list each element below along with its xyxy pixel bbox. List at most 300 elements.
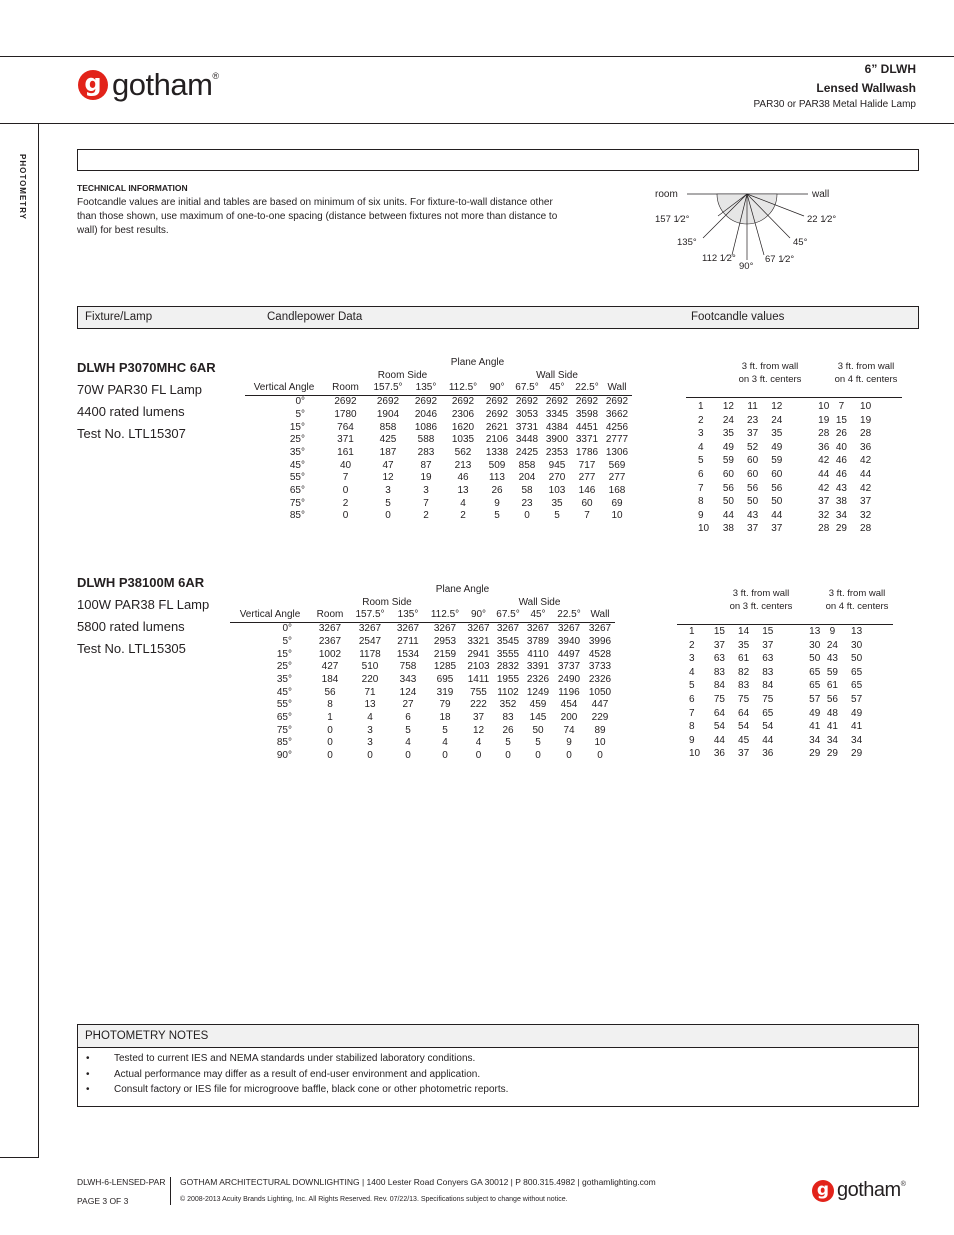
candlepower-cell: 184 bbox=[321, 673, 339, 685]
footcandle-cell: 42 bbox=[818, 455, 830, 467]
side-rule-bottom bbox=[0, 1157, 39, 1158]
footcandle-cell: 48 bbox=[826, 707, 838, 719]
candlepower-cell: 3391 bbox=[526, 661, 550, 673]
footcandle-cell: 75 bbox=[762, 693, 774, 705]
footcandle-cell: 37 bbox=[747, 523, 759, 535]
candlepower-cell: 0 bbox=[405, 750, 411, 762]
candlepower-cell: 2490 bbox=[557, 673, 581, 685]
candlepower-row bbox=[245, 498, 632, 511]
candlepower-row bbox=[245, 447, 632, 460]
room-side-label: Room Side bbox=[362, 596, 412, 608]
candlepower-cell: 2425 bbox=[515, 446, 539, 458]
candlepower-cell: 2326 bbox=[526, 673, 550, 685]
column-header: Wall bbox=[585, 609, 615, 622]
note-item: • Actual performance may differ as a result of end-user environment and application. bbox=[86, 1067, 508, 1083]
candlepower-cell: 1050 bbox=[588, 686, 612, 698]
candlepower-cell: 27 bbox=[402, 699, 414, 711]
footcandle-distance: 2 bbox=[689, 639, 695, 651]
candlepower-cell: 2941 bbox=[467, 648, 490, 660]
footcandle-cell: 59 bbox=[771, 455, 783, 467]
candlepower-cell: 3598 bbox=[575, 408, 599, 420]
candlepower-cell: 695 bbox=[436, 673, 454, 685]
candlepower-cell: 510 bbox=[361, 661, 379, 673]
candlepower-cell: 277 bbox=[608, 472, 626, 484]
diagram-angle-90: 90° bbox=[739, 261, 754, 272]
footcandle-cell: 41 bbox=[809, 721, 821, 733]
footcandle-cell: 56 bbox=[826, 693, 838, 705]
footcandle-cell: 65 bbox=[851, 666, 863, 678]
footcandle-cell: 82 bbox=[738, 666, 750, 678]
vertical-angle-cell: 15° bbox=[289, 421, 305, 433]
diagram-angle-45: 45° bbox=[793, 237, 808, 248]
vertical-angle-cell: 35° bbox=[276, 673, 292, 685]
candlepower-cell: 3 bbox=[423, 485, 429, 497]
candlepower-cell: 0 bbox=[342, 510, 349, 522]
candlepower-cell: 69 bbox=[611, 497, 623, 509]
candlepower-cell: 2159 bbox=[433, 648, 457, 660]
footcandle-row bbox=[686, 454, 902, 468]
footcandle-cell: 38 bbox=[835, 496, 847, 508]
candlepower-cell: 1780 bbox=[334, 408, 357, 420]
candlepower-cell: 3267 bbox=[467, 623, 490, 635]
footcandle-cell: 44 bbox=[818, 468, 830, 480]
vertical-angle-cell: 5° bbox=[282, 635, 292, 647]
candlepower-cell: 229 bbox=[591, 712, 609, 724]
footcandle-cell: 29 bbox=[809, 748, 821, 760]
candlepower-cell: 1102 bbox=[497, 686, 519, 698]
candlepower-cell: 4110 bbox=[527, 648, 549, 660]
footcandle-cell: 38 bbox=[722, 523, 734, 535]
footcandle-cell: 50 bbox=[722, 496, 734, 508]
footcandle-cell: 37 bbox=[762, 639, 774, 651]
vertical-angle-cell: 25° bbox=[289, 434, 305, 446]
candlepower-cell: 3267 bbox=[526, 623, 550, 635]
fc-head-line: 3 ft. from wall bbox=[837, 361, 895, 372]
candlepower-cell: 1178 bbox=[359, 648, 381, 660]
footcandle-row bbox=[686, 400, 902, 414]
candlepower-cell: 4497 bbox=[557, 648, 581, 660]
tech-text: Footcandle values are initial and tables are based on minimum of six units. For fixture-to-wall distance other than those shown, use maximum of one-to-one spacing (distance between fixtures not more than distance to wall) for best results. bbox=[77, 197, 558, 236]
footcandle-cell: 12 bbox=[722, 401, 734, 412]
candlepower-cell: 2046 bbox=[414, 408, 438, 420]
candlepower-cell: 213 bbox=[454, 459, 472, 471]
footcandle-cell: 37 bbox=[860, 496, 872, 508]
candlepower-cell: 0 bbox=[367, 750, 373, 762]
candlepower-cell: 758 bbox=[399, 661, 417, 673]
candlepower-cell: 4384 bbox=[545, 421, 569, 433]
vertical-angle-cell: 55° bbox=[289, 472, 305, 484]
fixture-2-lamp: 100W PAR38 FL Lamp bbox=[77, 597, 210, 612]
candlepower-cell: 87 bbox=[420, 459, 432, 471]
footcandle-row bbox=[686, 441, 902, 455]
candlepower-cell: 569 bbox=[608, 459, 626, 471]
candlepower-row bbox=[230, 636, 615, 649]
candlepower-cell: 0 bbox=[327, 724, 333, 736]
candlepower-cell: 2621 bbox=[485, 421, 509, 433]
vertical-angle-cell: 25° bbox=[276, 661, 292, 673]
footcandle-distance: 2 bbox=[698, 414, 704, 426]
footcandle-cell: 19 bbox=[860, 414, 872, 426]
footcandle-cell: 65 bbox=[762, 707, 774, 719]
candlepower-row bbox=[230, 661, 615, 674]
footcandle-cell: 35 bbox=[738, 639, 750, 651]
candlepower-cell: 1249 bbox=[526, 686, 550, 698]
candlepower-cell: 187 bbox=[379, 446, 397, 458]
footcandle-row bbox=[677, 734, 893, 748]
candlepower-cell: 0 bbox=[327, 750, 333, 762]
candlepower-row bbox=[230, 699, 615, 712]
candlepower-cell: 1035 bbox=[451, 434, 475, 446]
column-header: Room bbox=[323, 382, 368, 395]
fc-rule-1 bbox=[686, 397, 902, 398]
column-header: 67.5° bbox=[493, 609, 523, 622]
candlepower-cell: 1904 bbox=[376, 408, 400, 420]
fc-head-2a bbox=[716, 587, 806, 613]
footcandle-cell: 65 bbox=[809, 680, 821, 692]
vertical-angle-cell: 85° bbox=[276, 737, 292, 749]
vertical-angle-cell: 65° bbox=[276, 712, 292, 724]
candlepower-cell: 0 bbox=[535, 750, 541, 762]
candlepower-cell: 5 bbox=[385, 497, 391, 509]
column-header-bar bbox=[77, 306, 919, 329]
candlepower-cell: 10 bbox=[611, 510, 623, 522]
candlepower-cell: 12 bbox=[472, 724, 485, 736]
footcandle-cell: 59 bbox=[826, 666, 838, 678]
candlepower-cell: 56 bbox=[324, 686, 336, 698]
footcandle-cell: 34 bbox=[851, 734, 863, 746]
candlepower-cell: 5 bbox=[535, 737, 541, 749]
candlepower-cell: 343 bbox=[399, 673, 417, 685]
candlepower-cell: 6 bbox=[405, 712, 411, 724]
footcandle-distance: 7 bbox=[689, 707, 695, 719]
footcandle-row bbox=[686, 427, 902, 441]
candlepower-cell: 4 bbox=[442, 737, 448, 749]
doc-id: DLWH-6-LENSED-PAR bbox=[77, 1177, 166, 1187]
candlepower-cell: 2832 bbox=[496, 661, 520, 673]
gotham-logo: g gotham® bbox=[78, 67, 219, 103]
fc-head-line: 3 ft. from wall bbox=[741, 361, 799, 372]
photometry-notes bbox=[77, 1024, 919, 1107]
fixture-2-test: Test No. LTL15305 bbox=[77, 641, 186, 656]
footcandle-cell: 19 bbox=[818, 414, 830, 426]
vertical-angle-cell: 75° bbox=[276, 724, 292, 736]
room-side-label: Room Side bbox=[377, 369, 428, 381]
footcandle-cell: 36 bbox=[762, 748, 774, 760]
candlepower-cell: 3789 bbox=[526, 635, 550, 647]
candlepower-cell: 319 bbox=[436, 686, 454, 698]
candlepower-cell: 23 bbox=[521, 497, 533, 509]
column-header: Room bbox=[310, 609, 350, 622]
candlepower-cell: 7 bbox=[423, 497, 429, 509]
candlepower-cell: 47 bbox=[382, 459, 394, 471]
candlepower-cell: 3 bbox=[367, 724, 373, 736]
candlepower-cell: 103 bbox=[548, 485, 566, 497]
candlepower-cell: 9 bbox=[566, 737, 572, 749]
candlepower-cell: 12 bbox=[382, 472, 394, 484]
candlepower-cell: 858 bbox=[518, 459, 536, 471]
candlepower-cell: 146 bbox=[578, 485, 596, 497]
tech-heading: TECHNICAL INFORMATION bbox=[77, 183, 188, 193]
footcandle-cell: 28 bbox=[860, 428, 872, 440]
footcandle-cell: 24 bbox=[722, 414, 734, 426]
candlepower-row bbox=[230, 725, 615, 738]
vertical-angle-cell: 75° bbox=[289, 497, 305, 509]
candlepower-cell: 5 bbox=[554, 510, 560, 522]
fc-head-line: on 3 ft. centers bbox=[738, 374, 802, 385]
footcandle-cell: 61 bbox=[738, 653, 750, 665]
candlepower-cell: 4256 bbox=[605, 421, 629, 433]
vertical-angle-cell: 5° bbox=[295, 408, 305, 420]
footcandle-cell: 84 bbox=[713, 680, 725, 692]
candlepower-cell: 2692 bbox=[605, 396, 629, 408]
product-name: Lensed Wallwash bbox=[816, 81, 916, 95]
gotham-g-icon: g bbox=[812, 1180, 834, 1202]
footcandle-row bbox=[686, 495, 902, 509]
footcandle-cell: 54 bbox=[713, 721, 725, 733]
footcandle-cell: 15 bbox=[835, 414, 847, 426]
candlepower-cell: 0 bbox=[442, 750, 448, 762]
fixture-2-info bbox=[77, 575, 209, 660]
candlepower-cell: 562 bbox=[454, 446, 472, 458]
candlepower-cell: 2106 bbox=[485, 434, 509, 446]
col-candlepower: Candlepower Data bbox=[267, 311, 363, 323]
footcandle-row bbox=[677, 666, 893, 680]
footcandle-cell: 28 bbox=[818, 428, 830, 440]
footcandle-cell: 63 bbox=[713, 653, 725, 665]
footcandle-cell: 84 bbox=[762, 680, 774, 692]
footcandle-cell: 64 bbox=[713, 707, 725, 719]
footcandle-cell: 40 bbox=[835, 441, 847, 453]
footcandle-distance: 5 bbox=[689, 680, 695, 692]
candlepower-cell: 5 bbox=[405, 724, 411, 736]
footcandle-row bbox=[686, 414, 902, 428]
footcandle-cell: 60 bbox=[722, 468, 734, 480]
candlepower-cell: 1620 bbox=[451, 421, 475, 433]
footcandle-distance: 7 bbox=[698, 482, 704, 494]
candlepower-cell: 945 bbox=[548, 459, 566, 471]
footcandle-cell: 9 bbox=[829, 626, 836, 637]
diagram-room-label: room bbox=[655, 189, 678, 200]
column-header: 22.5° bbox=[572, 382, 602, 395]
footcandle-cell: 29 bbox=[826, 748, 838, 760]
footcandle-cell: 65 bbox=[851, 680, 863, 692]
footcandle-cell: 75 bbox=[713, 693, 725, 705]
footcandle-cell: 49 bbox=[809, 707, 821, 719]
candlepower-cell: 79 bbox=[439, 699, 451, 711]
candlepower-cell: 858 bbox=[379, 421, 397, 433]
column-header: 90° bbox=[482, 382, 512, 395]
footcandle-row bbox=[677, 625, 893, 639]
product-size: 6” DLWH bbox=[864, 62, 916, 76]
footcandle-cell: 42 bbox=[860, 482, 872, 494]
candlepower-cell: 1086 bbox=[414, 421, 438, 433]
copyright: © 2008-2013 Acuity Brands Lighting, Inc. All Rights Reserved. Rev. 07/22/13. Specifications subject to change without notice. bbox=[180, 1196, 568, 1203]
footcandle-cell: 59 bbox=[722, 455, 734, 467]
footcandle-cell: 15 bbox=[713, 626, 725, 637]
candlepower-cell: 2711 bbox=[397, 635, 419, 647]
candlepower-row bbox=[245, 409, 632, 422]
vertical-angle-cell: 85° bbox=[289, 510, 305, 522]
candlepower-cell: 200 bbox=[560, 712, 578, 724]
brand-name: gotham bbox=[112, 67, 213, 102]
candlepower-cell: 4 bbox=[475, 737, 482, 749]
candlepower-row bbox=[230, 649, 615, 662]
footcandle-cell: 24 bbox=[826, 639, 838, 651]
candlepower-cell: 0 bbox=[566, 750, 572, 762]
footcandle-cell: 45 bbox=[738, 734, 750, 746]
candlepower-cell: 8 bbox=[327, 699, 333, 711]
candlepower-cell: 3267 bbox=[433, 623, 457, 635]
candlepower-cell: 3267 bbox=[318, 623, 342, 635]
candlepower-cell: 3267 bbox=[496, 623, 520, 635]
fc-head-line: on 4 ft. centers bbox=[825, 601, 889, 612]
column-header: 112.5° bbox=[426, 609, 464, 622]
footcandle-distance: 6 bbox=[698, 468, 704, 480]
candlepower-cell: 71 bbox=[364, 686, 376, 698]
candlepower-cell: 1534 bbox=[396, 648, 420, 660]
candlepower-cell: 283 bbox=[417, 446, 435, 458]
vertical-angle-cell: 45° bbox=[276, 686, 292, 698]
product-header bbox=[754, 60, 917, 111]
fixture-1-title: DLWH P3070MHC 6AR bbox=[77, 360, 216, 375]
candlepower-cell: 2692 bbox=[515, 396, 539, 408]
fixture-1-info bbox=[77, 360, 216, 445]
diagram-angle-67: 67 1⁄2° bbox=[765, 254, 795, 265]
candlepower-cell: 2692 bbox=[334, 396, 357, 408]
footer-divider bbox=[170, 1177, 171, 1205]
footcandle-cell: 29 bbox=[851, 748, 863, 760]
footcandle-row bbox=[677, 652, 893, 666]
footcandle-cell: 60 bbox=[771, 468, 783, 480]
footcandle-cell: 10 bbox=[818, 401, 830, 412]
candlepower-row bbox=[230, 687, 615, 700]
footcandle-cell: 23 bbox=[747, 414, 759, 426]
candlepower-row bbox=[245, 396, 632, 409]
column-header: 157.5° bbox=[350, 609, 390, 622]
footcandle-cell: 56 bbox=[771, 482, 783, 494]
col-fixture-lamp: Fixture/Lamp bbox=[85, 311, 153, 323]
candlepower-cell: 764 bbox=[337, 421, 354, 433]
candlepower-cell: 3 bbox=[367, 737, 373, 749]
candlepower-cell: 3545 bbox=[496, 635, 520, 647]
footcandle-row bbox=[677, 720, 893, 734]
footcandle-distance: 4 bbox=[698, 441, 704, 453]
footcandle-row bbox=[677, 747, 893, 761]
footcandle-distance: 9 bbox=[689, 734, 695, 746]
candlepower-cell: 7 bbox=[342, 472, 349, 484]
candlepower-cell: 9 bbox=[494, 497, 500, 509]
candlepower-cell: 2547 bbox=[358, 635, 382, 647]
candlepower-cell: 3053 bbox=[515, 408, 539, 420]
footcandle-cell: 26 bbox=[835, 428, 847, 440]
candlepower-cell: 3448 bbox=[515, 434, 539, 446]
footcandle-cell: 54 bbox=[738, 721, 750, 733]
footcandle-cell: 64 bbox=[738, 707, 750, 719]
footcandle-row bbox=[686, 468, 902, 482]
footer-brand: gotham bbox=[837, 1179, 901, 1201]
candlepower-cell: 89 bbox=[594, 724, 606, 736]
footcandle-cell: 42 bbox=[860, 455, 872, 467]
column-header: 90° bbox=[464, 609, 493, 622]
candlepower-cell: 3 bbox=[385, 485, 391, 497]
footcandle-distance: 10 bbox=[689, 748, 701, 760]
footcandle-cell: 56 bbox=[747, 482, 759, 494]
section-rule bbox=[0, 123, 954, 124]
column-header: 22.5° bbox=[553, 609, 585, 622]
footcandle-cell: 36 bbox=[860, 441, 872, 453]
diagram-angle-135: 135° bbox=[677, 237, 697, 248]
candlepower-cell: 2692 bbox=[451, 396, 475, 408]
footcandle-table-1 bbox=[686, 400, 902, 536]
column-header: 135° bbox=[408, 382, 444, 395]
candlepower-cell: 220 bbox=[361, 673, 379, 685]
footcandle-cell: 13 bbox=[851, 626, 863, 637]
wall-side-label: Wall Side bbox=[536, 369, 578, 381]
candlepower-cell: 7 bbox=[584, 510, 590, 522]
angle-diagram bbox=[640, 182, 860, 274]
candlepower-cell: 2353 bbox=[545, 446, 569, 458]
candlepower-cell: 3267 bbox=[358, 623, 382, 635]
candlepower-cell: 454 bbox=[560, 699, 578, 711]
side-label: PHOTOMETRY bbox=[18, 154, 27, 221]
candlepower-cell: 3737 bbox=[557, 661, 581, 673]
candlepower-cell: 2326 bbox=[588, 673, 612, 685]
candlepower-row bbox=[230, 712, 615, 725]
footcandle-distance: 4 bbox=[689, 666, 695, 678]
fixture-1-lumens: 4400 rated lumens bbox=[77, 404, 185, 419]
candlepower-cell: 2103 bbox=[467, 661, 490, 673]
candlepower-cell: 3662 bbox=[605, 408, 629, 420]
footcandle-row bbox=[686, 522, 902, 536]
candlepower-cell: 40 bbox=[339, 459, 352, 471]
notes-heading: PHOTOMETRY NOTES bbox=[78, 1025, 918, 1048]
candlepower-cell: 2777 bbox=[605, 434, 629, 446]
fixture-1-lamp: 70W PAR30 FL Lamp bbox=[77, 382, 202, 397]
fixture-1-test: Test No. LTL15307 bbox=[77, 426, 186, 441]
candlepower-cell: 3267 bbox=[396, 623, 420, 635]
candlepower-row bbox=[245, 485, 632, 498]
candlepower-cell: 37 bbox=[472, 712, 485, 724]
footcandle-cell: 30 bbox=[851, 639, 863, 651]
footcandle-cell: 37 bbox=[738, 748, 750, 760]
footcandle-distance: 1 bbox=[689, 626, 695, 637]
fixture-2-lumens: 5800 rated lumens bbox=[77, 619, 185, 634]
footcandle-cell: 42 bbox=[818, 482, 830, 494]
footcandle-cell: 46 bbox=[835, 455, 847, 467]
page-number: PAGE 3 OF 3 bbox=[77, 1196, 129, 1206]
candlepower-cell: 204 bbox=[518, 472, 536, 484]
candlepower-cell: 4528 bbox=[588, 648, 612, 660]
footcandle-cell: 13 bbox=[809, 626, 821, 637]
product-lamp: PAR30 or PAR38 Metal Halide Lamp bbox=[753, 99, 916, 110]
footcandle-cell: 50 bbox=[771, 496, 783, 508]
footcandle-cell: 34 bbox=[826, 734, 838, 746]
fc-head-2b bbox=[812, 587, 902, 613]
footcandle-cell: 35 bbox=[722, 428, 734, 440]
gotham-g-icon: g bbox=[78, 70, 108, 100]
candlepower-cell: 0 bbox=[505, 750, 511, 762]
footcandle-cell: 36 bbox=[818, 441, 830, 453]
candlepower-cell: 3900 bbox=[545, 434, 569, 446]
footcandle-distance: 5 bbox=[698, 455, 704, 467]
footcandle-cell: 24 bbox=[771, 414, 783, 426]
candlepower-cell: 509 bbox=[488, 459, 506, 471]
footcandle-distance: 8 bbox=[698, 496, 704, 508]
footcandle-cell: 54 bbox=[762, 721, 774, 733]
candlepower-cell: 4451 bbox=[575, 421, 599, 433]
candlepower-cell: 5 bbox=[505, 737, 511, 749]
footcandle-row bbox=[686, 482, 902, 496]
